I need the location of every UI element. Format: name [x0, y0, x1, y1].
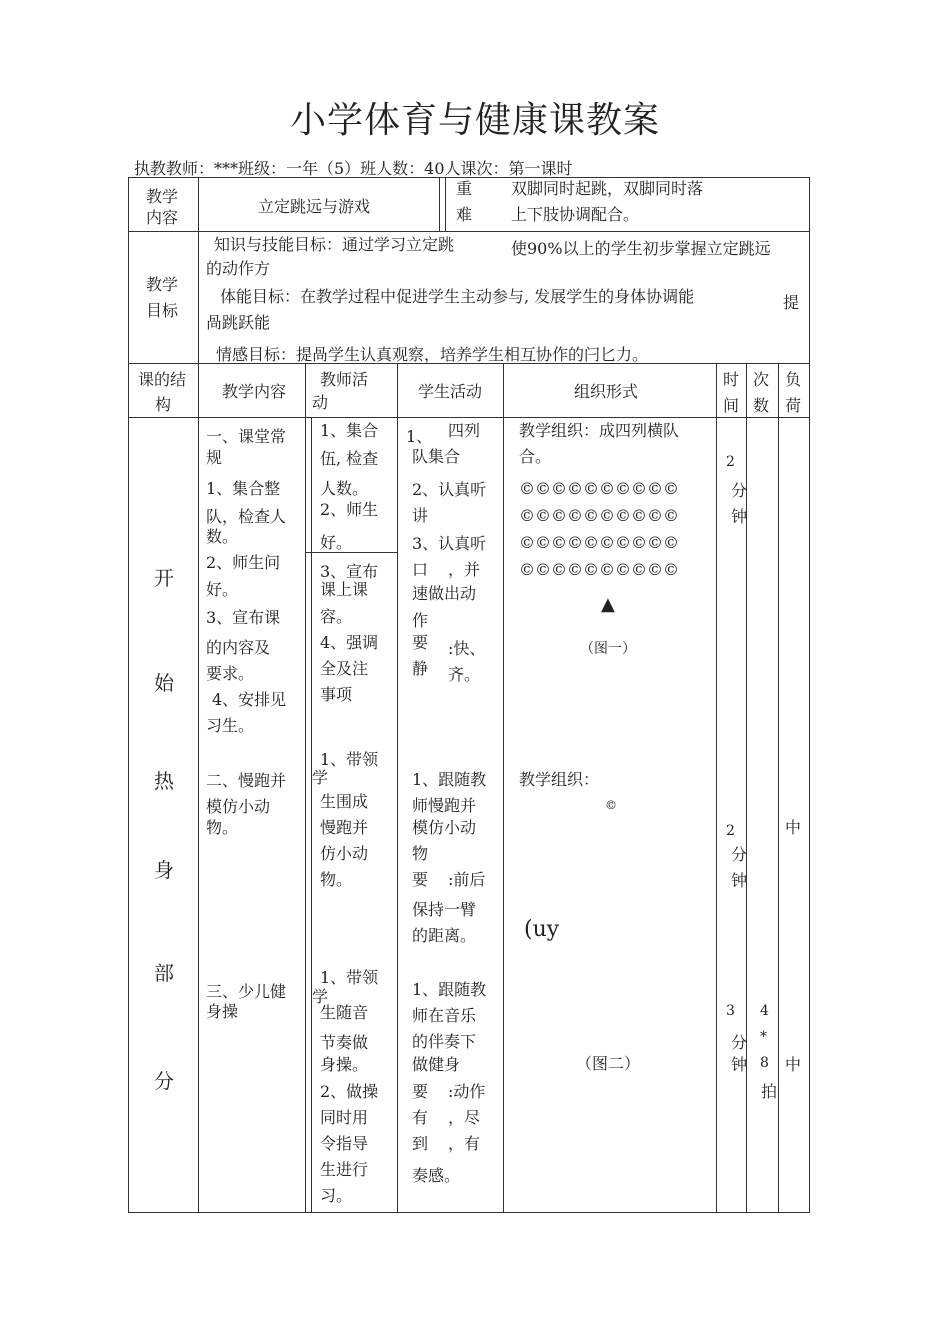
- student-activity: 3、认真听: [412, 534, 487, 553]
- teacher-activity: 生随音: [320, 1003, 369, 1022]
- row-label-goals: 教学: [146, 275, 179, 294]
- formation-row: ©©©©©©©©©©: [519, 560, 679, 579]
- student-activity: 模仿小动: [412, 818, 477, 837]
- organization-text: 合。: [519, 447, 552, 466]
- content-item: 一、课堂常: [206, 427, 287, 446]
- count-value: 拍: [761, 1082, 778, 1101]
- student-activity: 有: [412, 1108, 429, 1127]
- teacher-activity: 学: [312, 768, 329, 787]
- formation-row: ©©©©©©©©©©: [519, 506, 679, 525]
- time-value: 3: [726, 1003, 735, 1019]
- teacher-activity: 课上课: [320, 580, 369, 599]
- student-activity: ，尽: [448, 1108, 481, 1127]
- section-label: 热: [154, 769, 174, 793]
- header-count: 次: [753, 370, 770, 389]
- student-activity: :快、: [448, 639, 486, 658]
- time-value: 2: [726, 823, 735, 839]
- key-points-label: 难: [456, 205, 473, 224]
- teacher-activity: 人数。: [320, 479, 369, 498]
- section-label: 开: [154, 566, 174, 590]
- teacher-activity: 学: [312, 987, 329, 1006]
- content-item: 3、宣布课: [206, 608, 281, 627]
- time-value: 分: [731, 845, 748, 864]
- header-structure: 构: [155, 395, 172, 414]
- section-label: 身: [154, 858, 174, 882]
- teacher-activity: 1、带领: [320, 750, 379, 769]
- student-activity: 1、跟随教: [412, 980, 487, 999]
- teacher-activity: 生围成: [320, 792, 369, 811]
- goal-knowledge: 的动作方: [206, 259, 271, 278]
- student-activity: 要: [412, 870, 429, 889]
- key-point-text: 上下肢协调配合。: [511, 205, 640, 224]
- time-value: 钟: [731, 1055, 748, 1074]
- student-activity: 讲: [412, 506, 429, 525]
- goal-fitness: 提: [783, 293, 800, 312]
- count-value: 4: [760, 1003, 769, 1019]
- content-item: 的内容及: [206, 638, 271, 657]
- content-item: 二、慢跑并: [206, 771, 287, 790]
- goal-fitness: 咼跳跃能: [206, 313, 271, 332]
- content-item: 三、少儿健: [206, 982, 287, 1001]
- row-label-content: 教学: [146, 187, 179, 206]
- student-activity: 保持一臂: [412, 900, 477, 919]
- teacher-activity: 1、集合: [320, 421, 379, 440]
- count-value: *: [760, 1029, 767, 1045]
- teacher-activity: 好。: [320, 533, 353, 552]
- teacher-activity: 同时用: [320, 1108, 369, 1127]
- student-activity: 1、: [406, 427, 433, 446]
- content-item: 1、集合整: [206, 479, 281, 498]
- load-value: 中: [785, 1055, 802, 1074]
- organization-text: 教学组织：: [519, 770, 600, 789]
- header-time: 时: [723, 370, 740, 389]
- organization-text: 教学组织：成四列横队: [519, 421, 680, 440]
- student-activity: 四列: [448, 421, 481, 440]
- teacher-activity: 全及注: [320, 659, 369, 678]
- header-teacher: 教师活: [320, 370, 369, 389]
- row-label-content: 内容: [146, 208, 179, 227]
- header-structure: 课的结: [138, 370, 187, 389]
- student-activity: 物: [412, 844, 429, 863]
- time-value: 钟: [731, 507, 748, 526]
- header-count: 数: [753, 396, 770, 415]
- header-load: 荷: [785, 396, 802, 415]
- teacher-activity: 节奏做: [320, 1033, 369, 1052]
- header-load: 负: [785, 370, 802, 389]
- formation-row: ©©©©©©©©©©: [519, 479, 679, 498]
- student-activity: 要: [412, 633, 429, 652]
- formation-mark: (uy: [524, 917, 560, 942]
- teacher-activity: 物。: [320, 870, 353, 889]
- figure-caption: （图二）: [576, 1054, 641, 1073]
- content-item: 习生。: [206, 716, 255, 735]
- header-student: 学生活动: [418, 382, 483, 401]
- student-activity: 静: [412, 659, 429, 678]
- teacher-activity: 事项: [320, 685, 353, 704]
- student-activity: 的伴奏下: [412, 1032, 477, 1051]
- goal-emotion: 情感目标：提咼学生认真观察，培养学生相互协作的闩匕力。: [216, 345, 649, 364]
- student-activity: 1、跟随教: [412, 770, 487, 789]
- key-points-label: 重: [456, 179, 473, 198]
- header-teacher: 动: [312, 393, 329, 412]
- student-activity: 2、认真听: [412, 480, 487, 499]
- student-activity: 作: [412, 611, 429, 630]
- student-activity: 口: [412, 560, 429, 579]
- student-activity: 到: [412, 1134, 429, 1153]
- teacher-activity: 慢跑并: [320, 818, 369, 837]
- content-item: 要求。: [206, 664, 255, 683]
- student-activity: 队集合: [412, 447, 461, 466]
- teacher-activity: 生进行: [320, 1160, 369, 1179]
- teacher-activity: 3、宣布: [320, 562, 379, 581]
- teacher-activity: 2、做操: [320, 1082, 379, 1101]
- goal-fitness: 体能目标：在教学过程中促进学生主动参与, 发展学生的身体协调能: [220, 287, 695, 306]
- student-activity: :前后: [448, 870, 486, 889]
- student-activity: 要: [412, 1082, 429, 1101]
- content-item: 模仿小动: [206, 797, 271, 816]
- student-activity: 的距离。: [412, 926, 477, 945]
- content-item: 2、师生问: [206, 553, 281, 572]
- lesson-content-value: 立定跳远与游戏: [258, 197, 371, 216]
- figure-caption: （图一）: [580, 641, 636, 657]
- lesson-info-line: 执教教师：***班级：一年（5）班人数：40人课次：第一课时: [134, 159, 573, 178]
- student-activity: 做健身: [412, 1055, 461, 1074]
- time-value: 分: [731, 1033, 748, 1052]
- teacher-activity: 2、师生: [320, 500, 379, 519]
- teacher-activity: 令指导: [320, 1134, 369, 1153]
- student-activity: ，并: [448, 560, 481, 579]
- key-point-text: 双脚同时起跳，双脚同时落: [511, 179, 704, 198]
- formation-row: ©©©©©©©©©©: [519, 533, 679, 552]
- section-label: 始: [154, 671, 174, 695]
- content-item: 身操: [206, 1002, 239, 1021]
- content-item: 好。: [206, 580, 239, 599]
- time-value: 钟: [731, 871, 748, 890]
- student-activity: 师在音乐: [412, 1006, 477, 1025]
- teacher-activity: 容。: [320, 607, 353, 626]
- teacher-activity: 伍, 检查: [320, 449, 379, 468]
- goal-knowledge: 使90%以上的学生初步掌握立定跳远: [511, 239, 771, 258]
- time-value: 2: [726, 454, 735, 470]
- content-item: 规: [206, 448, 223, 467]
- count-value: 8: [760, 1055, 769, 1071]
- content-item: 物。: [206, 818, 239, 837]
- section-label: 分: [154, 1069, 174, 1093]
- teacher-activity: 仿小动: [320, 844, 369, 863]
- student-activity: ，有: [448, 1134, 481, 1153]
- student-activity: 齐。: [448, 665, 481, 684]
- time-value: 分: [731, 481, 748, 500]
- teacher-triangle-icon: ▲: [601, 594, 615, 615]
- page-title: 小学体育与健康课教案: [289, 100, 660, 141]
- teacher-activity: 身操。: [320, 1055, 369, 1074]
- student-activity: :动作: [448, 1082, 486, 1101]
- formation-mark: ©: [605, 798, 617, 812]
- goal-knowledge: 知识与技能目标：通过学习立定跳: [214, 235, 455, 254]
- row-label-goals: 目标: [146, 301, 179, 320]
- content-item: 4、安排见: [212, 690, 287, 709]
- content-item: 队，检查人: [206, 507, 287, 526]
- load-value: 中: [785, 818, 802, 837]
- header-time: 间: [723, 396, 740, 415]
- section-label: 部: [154, 961, 174, 985]
- header-content: 教学内容: [222, 382, 287, 401]
- student-activity: 奏感。: [412, 1166, 461, 1185]
- student-activity: 速做出动: [412, 584, 477, 603]
- content-item: 数。: [206, 527, 239, 546]
- header-organization: 组织形式: [574, 382, 639, 401]
- student-activity: 师慢跑并: [412, 796, 477, 815]
- teacher-activity: 1、带领: [320, 968, 379, 987]
- teacher-activity: 4、强调: [320, 633, 379, 652]
- teacher-activity: 习。: [320, 1186, 353, 1205]
